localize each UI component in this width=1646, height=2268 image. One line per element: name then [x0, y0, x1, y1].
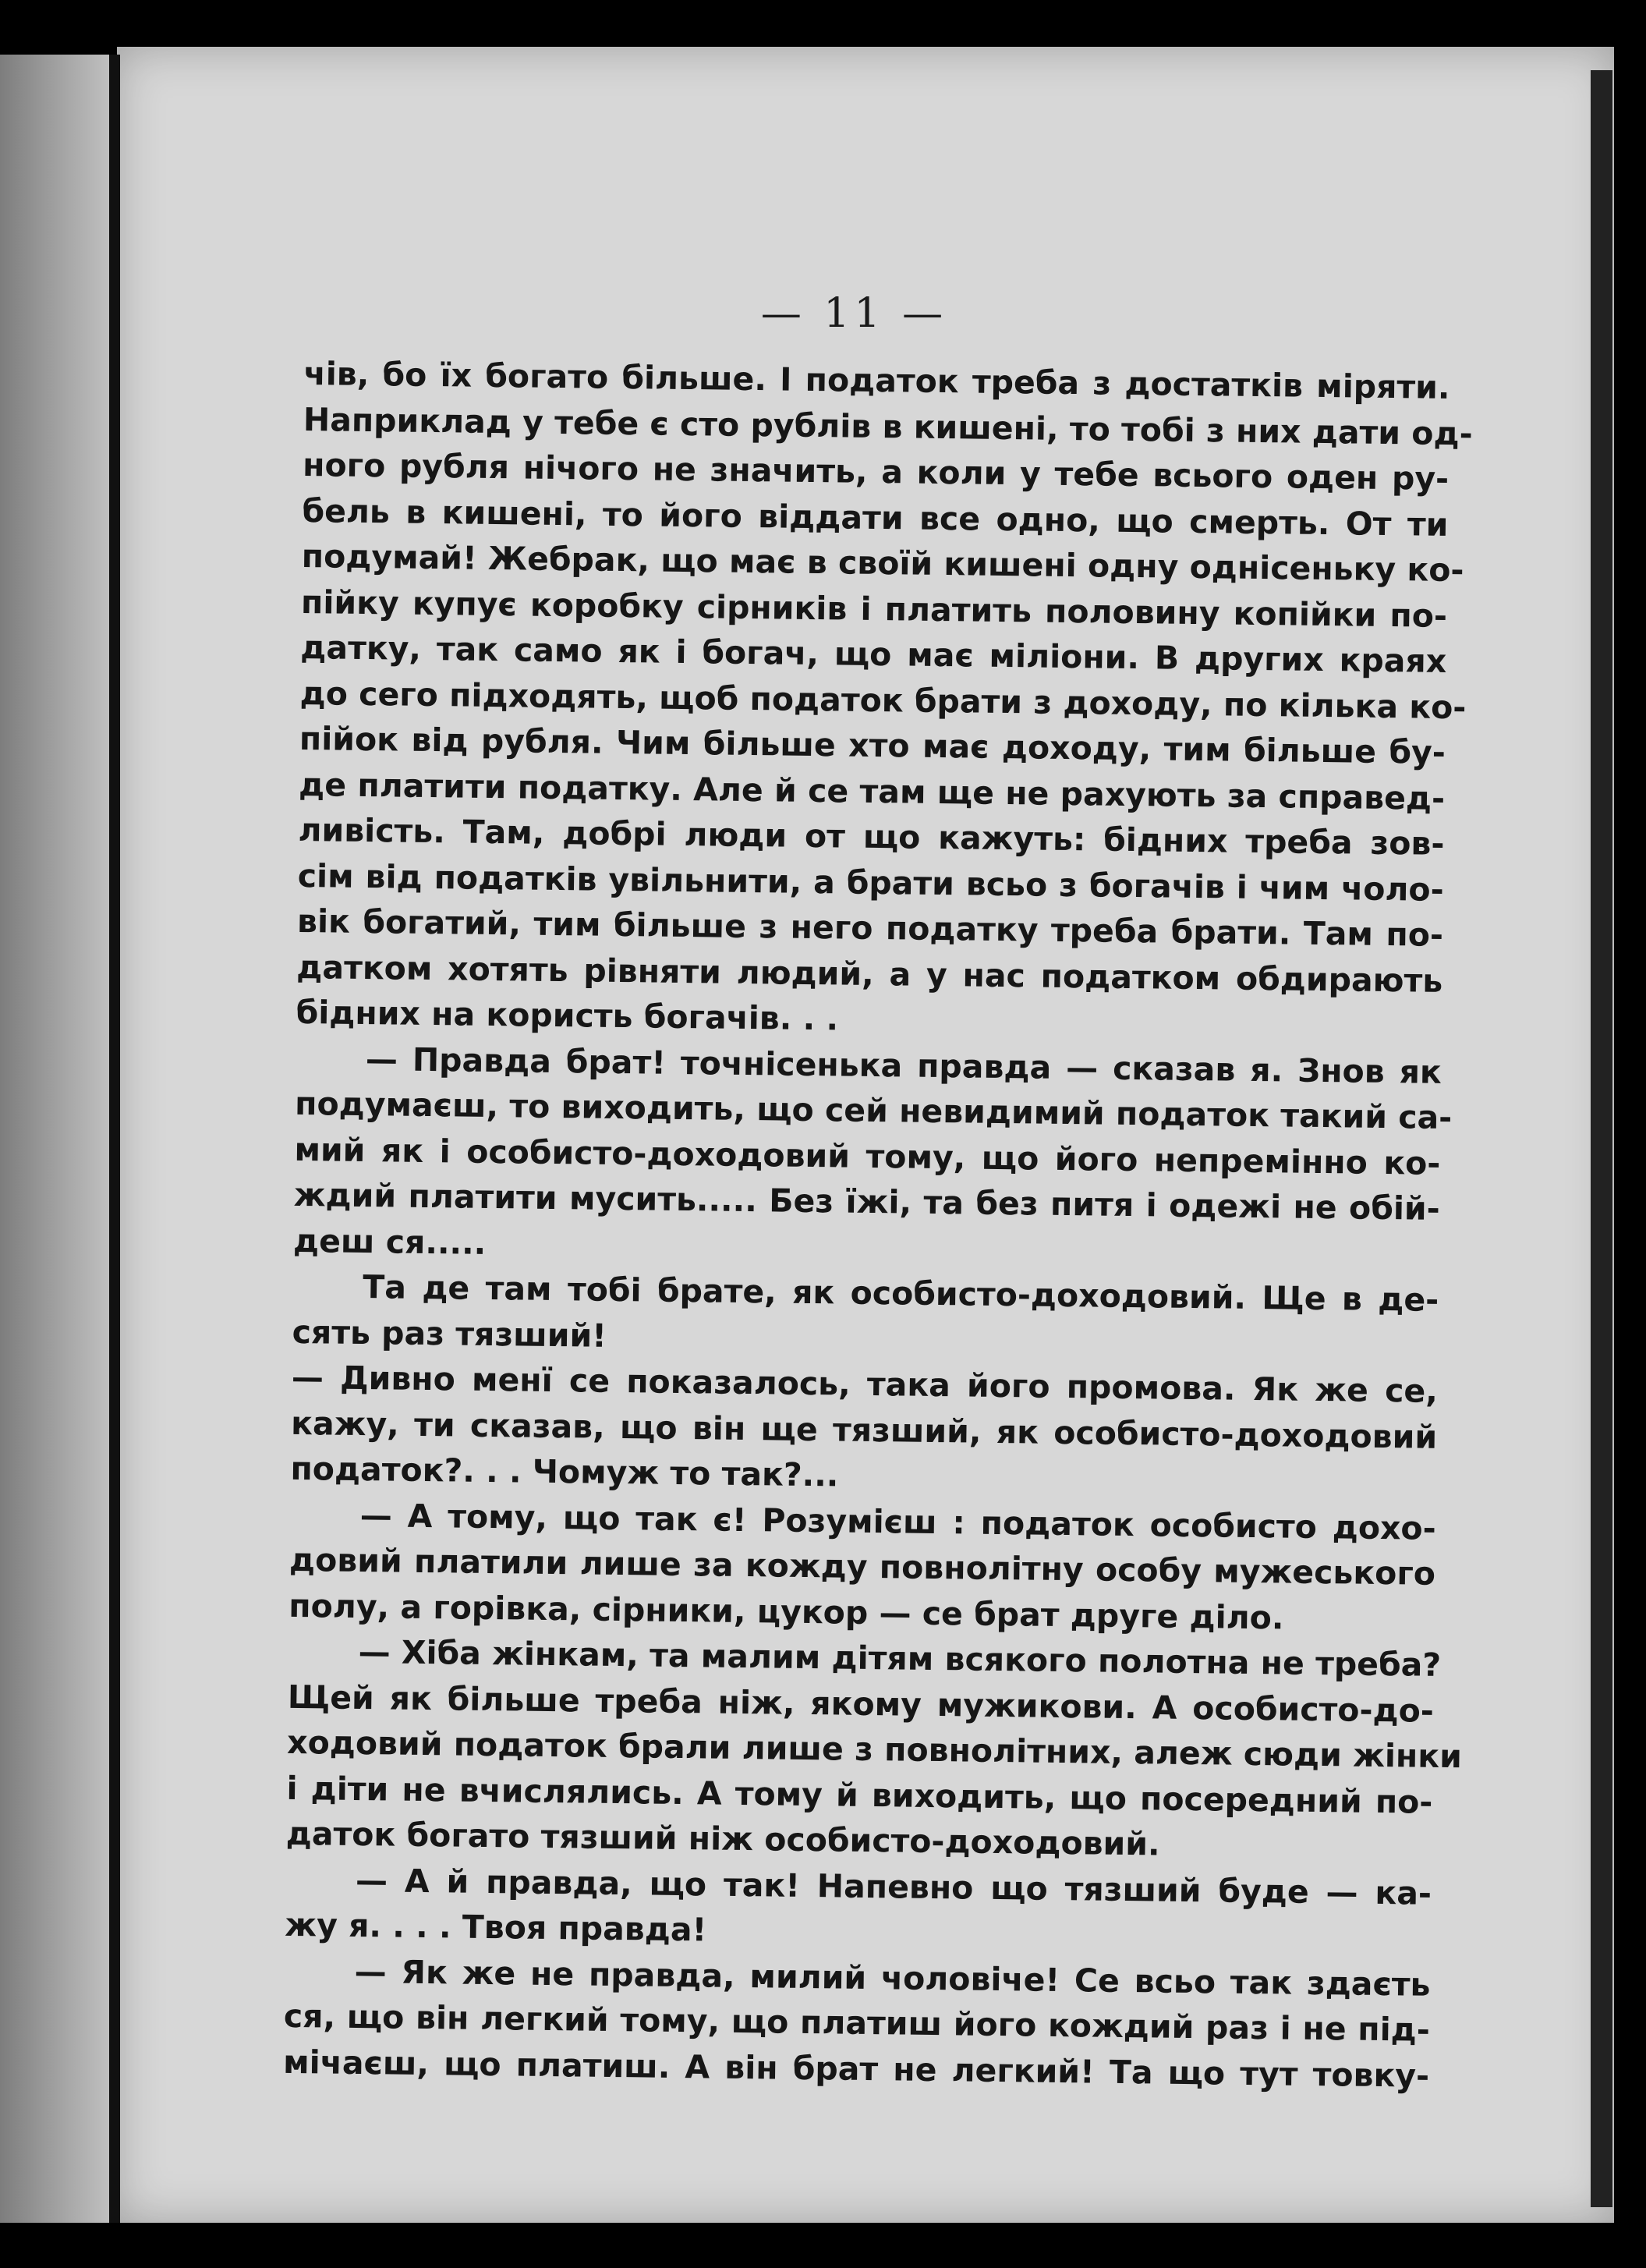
page-number: — 11 — — [760, 290, 948, 337]
text-line: ждий платити мусить..... Без їжі, та без питя і одежі не обій- — [293, 1175, 1440, 1228]
page-body-text — [282, 351, 1473, 2099]
text-line: ся, що він легкий тому, що платиш його кождий раз і не під- — [283, 1997, 1431, 2049]
text-line: бідних на користь богачів. . . — [296, 993, 839, 1038]
text-line: податок?. . . Чомуж то так?... — [290, 1449, 839, 1494]
text-line: даток богато тязший ніж особисто-доходовий. — [285, 1814, 1160, 1863]
text-line: Щей як більше треба ніж, якому мужикови. А особисто-до- — [287, 1678, 1435, 1730]
text-line: — Хіба жінкам, та малим дітям всякого полотна не треба? — [358, 1632, 1442, 1684]
text-line: — А й правда, що так! Напевно що тязший буде — ка- — [355, 1861, 1432, 1912]
text-line: мічаєш, що платиш. А він брат не легкий! Та що тут товку- — [282, 2043, 1430, 2095]
text-line: полу, а горівка, сірники, цукор — се брат друге діло. — [288, 1586, 1284, 1636]
text-line: датком хотять рівняти людий, а у нас податком обдирають — [296, 948, 1443, 1000]
text-line: подумай! Жебрак, що має в своїй кишені одну однісеньку ко- — [301, 537, 1464, 590]
text-line: — Як же не правда, милий чоловіче! Се всьо так здаєть — [354, 1952, 1431, 2004]
binding-shadow — [109, 55, 120, 2223]
text-line: довий платили лише за кожду повнолітну особу мужеського — [288, 1540, 1436, 1593]
text-line: до сего підходять, щоб податок брати з доходу, по кілька ко- — [299, 674, 1467, 726]
text-line: пійку купує коробку сірників і платить половину копійки по- — [300, 583, 1448, 635]
text-line: — А тому, що так є! Розумієш : податок особисто дохо- — [359, 1496, 1436, 1547]
text-line: і діти не вчислялись. А тому й виходить, що посередний по- — [286, 1769, 1433, 1821]
left-page-edge — [0, 55, 117, 2223]
text-line: чів, бо їх богато більше. І податок треба з достатків міряти. — [303, 354, 1450, 406]
text-line: бель в кишені, то його віддати все одно, що смерть. От ти — [302, 491, 1449, 544]
text-line: ходовий податок брали лише з повнолітних, алеж сюди жінки — [286, 1723, 1463, 1776]
text-line: сять раз тязший! — [292, 1313, 607, 1355]
text-line: вік богатий, тим більше з него податку треба брати. Там по- — [296, 902, 1444, 954]
text-line: ливість. Там, добрі люди от що кажуть: бідних треба зов- — [298, 810, 1445, 863]
text-line: — Дивно менї се показалось, така його промова. Як же се, — [291, 1358, 1439, 1410]
text-line: пійок від рубля. Чим більше хто має доходу, тим більше бу- — [299, 719, 1446, 771]
right-page-edge — [1591, 70, 1612, 2207]
text-line: Наприклад у тебе є сто рублів в кишені, то тобі з них дати од- — [303, 400, 1473, 452]
text-line: подумаєш, то виходить, що сей невидимий податок такий са- — [294, 1084, 1453, 1137]
text-line: датку, так само як і богач, що має міліони. В других краях — [300, 628, 1447, 680]
text-line: жу я. . . . Твоя правда! — [285, 1905, 707, 1949]
text-line: ного рубля нічого не значить, а коли у тебе всього оден ру- — [302, 445, 1450, 498]
text-line: сім від податків увільнити, а брати всьо з богачів і чим чоло- — [297, 856, 1444, 909]
text-line: де платити податку. Але й се там ще не рахують за справед- — [298, 765, 1446, 817]
text-line: Та де там тобі брате, як особисто-доходовий. Ще в де- — [363, 1268, 1439, 1319]
text-line: деш ся..... — [292, 1221, 487, 1262]
text-line: мий як і особисто-доходовий тому, що його непремінно ко- — [294, 1130, 1441, 1182]
text-line: — Правда брат! точнісенька правда — сказав я. Знов як — [365, 1040, 1442, 1091]
text-line: кажу, ти сказав, що він ще тязший, як особисто-доходовий — [290, 1404, 1438, 1456]
